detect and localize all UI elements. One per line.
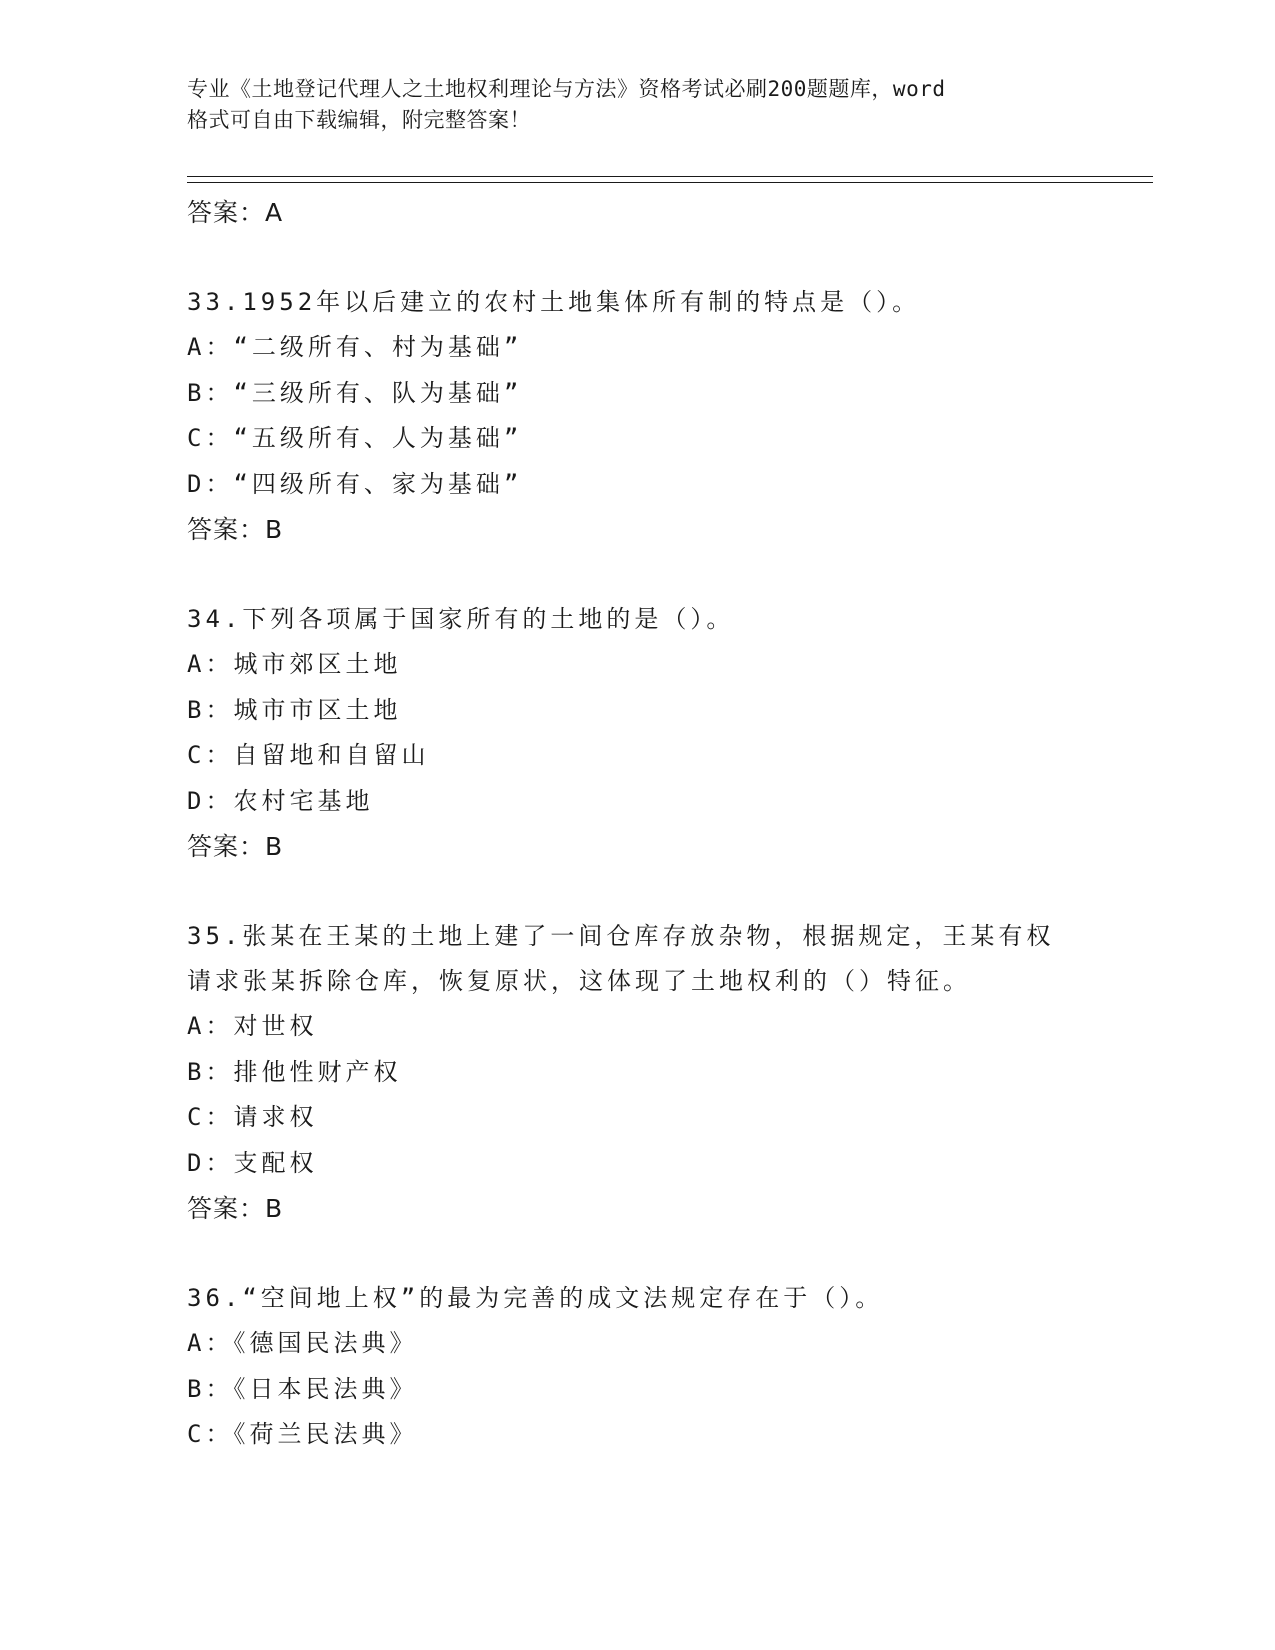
header-divider-bottom: [187, 182, 1153, 183]
option-b: B：《日本民法典》: [187, 1374, 418, 1403]
option-b: B：城市市区土地: [187, 695, 402, 724]
question-block: [187, 597, 1087, 870]
answer-label: 答案：B: [187, 1194, 284, 1223]
spacer: [187, 1232, 1087, 1276]
header-divider-top: [187, 176, 1153, 177]
answer-label: 答案：A: [187, 198, 284, 227]
question-stem: 34.下列各项属于国家所有的土地的是（）。: [187, 605, 735, 633]
answer-label: 答案：B: [187, 832, 284, 861]
question-block: [187, 280, 1087, 553]
option-d: D：支配权: [187, 1148, 318, 1177]
option-b: B：排他性财产权: [187, 1057, 402, 1086]
question-block: [187, 1276, 1087, 1458]
spacer: [187, 236, 1087, 280]
option-c: C：“五级所有、人为基础”: [187, 424, 523, 452]
question-block: [187, 914, 1087, 1232]
question-stem: 36.“空间地上权”的最为完善的成文法规定存在于（）。: [187, 1284, 884, 1312]
option-a: A：对世权: [187, 1012, 318, 1040]
option-b: B：“三级所有、队为基础”: [187, 378, 523, 407]
option-c: C：自留地和自留山: [187, 741, 430, 769]
header-line-1: 专业《土地登记代理人之土地权利理论与方法》资格考试必刷200题题库，word: [187, 77, 946, 101]
option-d: D：农村宅基地: [187, 786, 374, 815]
option-a: A：《德国民法典》: [187, 1329, 418, 1357]
question-stem: 33.1952年以后建立的农村土地集体所有制的特点是（）。: [187, 288, 921, 316]
option-c: C：《荷兰民法典》: [187, 1420, 418, 1448]
option-c: C：请求权: [187, 1103, 318, 1131]
spacer: [187, 870, 1087, 914]
question-stem-line-1: 35.张某在王某的土地上建了一间仓库存放杂物，根据规定，王某有权: [187, 922, 1055, 950]
option-a: A：“二级所有、村为基础”: [187, 333, 523, 361]
header-line-2: 格式可自由下载编辑，附完整答案！: [187, 108, 531, 132]
question-stem-line-2: 请求张某拆除仓库，恢复原状，这体现了土地权利的（）特征。: [187, 967, 971, 995]
answer-label: 答案：B: [187, 515, 284, 544]
option-a: A：城市郊区土地: [187, 650, 402, 678]
spacer: [187, 553, 1087, 597]
question-list: [187, 190, 1087, 1458]
document-header: [187, 74, 1067, 136]
option-d: D：“四级所有、家为基础”: [187, 469, 523, 498]
